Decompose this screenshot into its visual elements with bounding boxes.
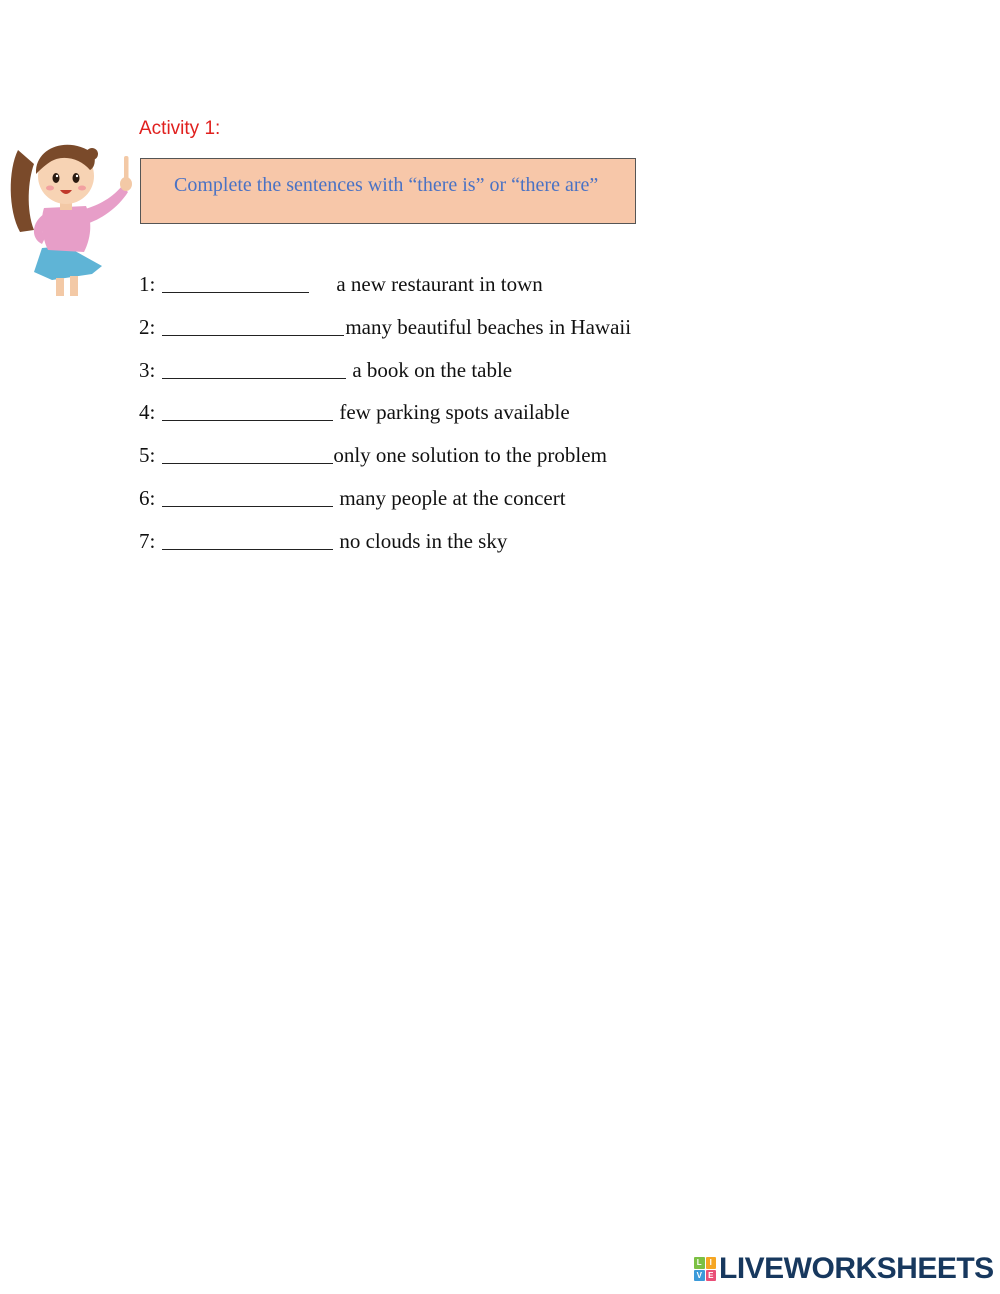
- answer-blank-7[interactable]: [162, 527, 333, 550]
- item-number: 3:: [139, 357, 156, 382]
- answer-blank-1[interactable]: [162, 270, 309, 293]
- exercise-item-5: [139, 441, 631, 484]
- answer-blank-4[interactable]: [162, 398, 333, 421]
- badge-letter: E: [706, 1270, 717, 1282]
- item-number: 7:: [139, 528, 156, 553]
- exercise-item-6: [139, 484, 631, 527]
- item-number: 5:: [139, 443, 156, 468]
- exercise-item-4: [139, 398, 631, 441]
- item-number: 6:: [139, 485, 156, 510]
- badge-letter: V: [694, 1270, 705, 1282]
- instruction-text: Complete the sentences with “there is” or “there are”: [174, 174, 599, 196]
- exercise-item-7: [139, 527, 631, 570]
- sentence-text: no clouds in the sky: [339, 528, 508, 553]
- liveworksheets-logo[interactable]: [694, 1254, 994, 1284]
- sentence-text: few parking spots available: [339, 400, 570, 425]
- exercise-item-2: [139, 313, 631, 356]
- sentence-text: only one solution to the problem: [333, 443, 607, 468]
- sentence-text: many people at the concert: [339, 485, 566, 510]
- logo-text: LIVEWORKSHEETS: [719, 1252, 994, 1285]
- answer-blank-6[interactable]: [162, 484, 333, 507]
- sentence-text: a book on the table: [352, 357, 513, 382]
- answer-blank-3[interactable]: [162, 356, 346, 379]
- badge-letter: L: [694, 1257, 705, 1269]
- sentence-text: many beautiful beaches in Hawaii: [345, 314, 632, 339]
- item-number: 1:: [139, 272, 156, 296]
- girl-pointing-icon: [4, 140, 140, 298]
- activity-title: Activity 1:: [139, 118, 221, 139]
- badge-letter: I: [706, 1257, 717, 1269]
- exercise-item-3: [139, 356, 631, 399]
- logo-badge-icon: [694, 1257, 716, 1281]
- instruction-box: [140, 158, 636, 224]
- exercise-list: [139, 270, 631, 570]
- item-number: 2:: [139, 314, 156, 339]
- answer-blank-2[interactable]: [162, 313, 344, 336]
- sentence-text: a new restaurant in town: [336, 272, 543, 296]
- item-number: 4:: [139, 400, 156, 425]
- exercise-item-1: [139, 270, 631, 313]
- answer-blank-5[interactable]: [162, 441, 333, 464]
